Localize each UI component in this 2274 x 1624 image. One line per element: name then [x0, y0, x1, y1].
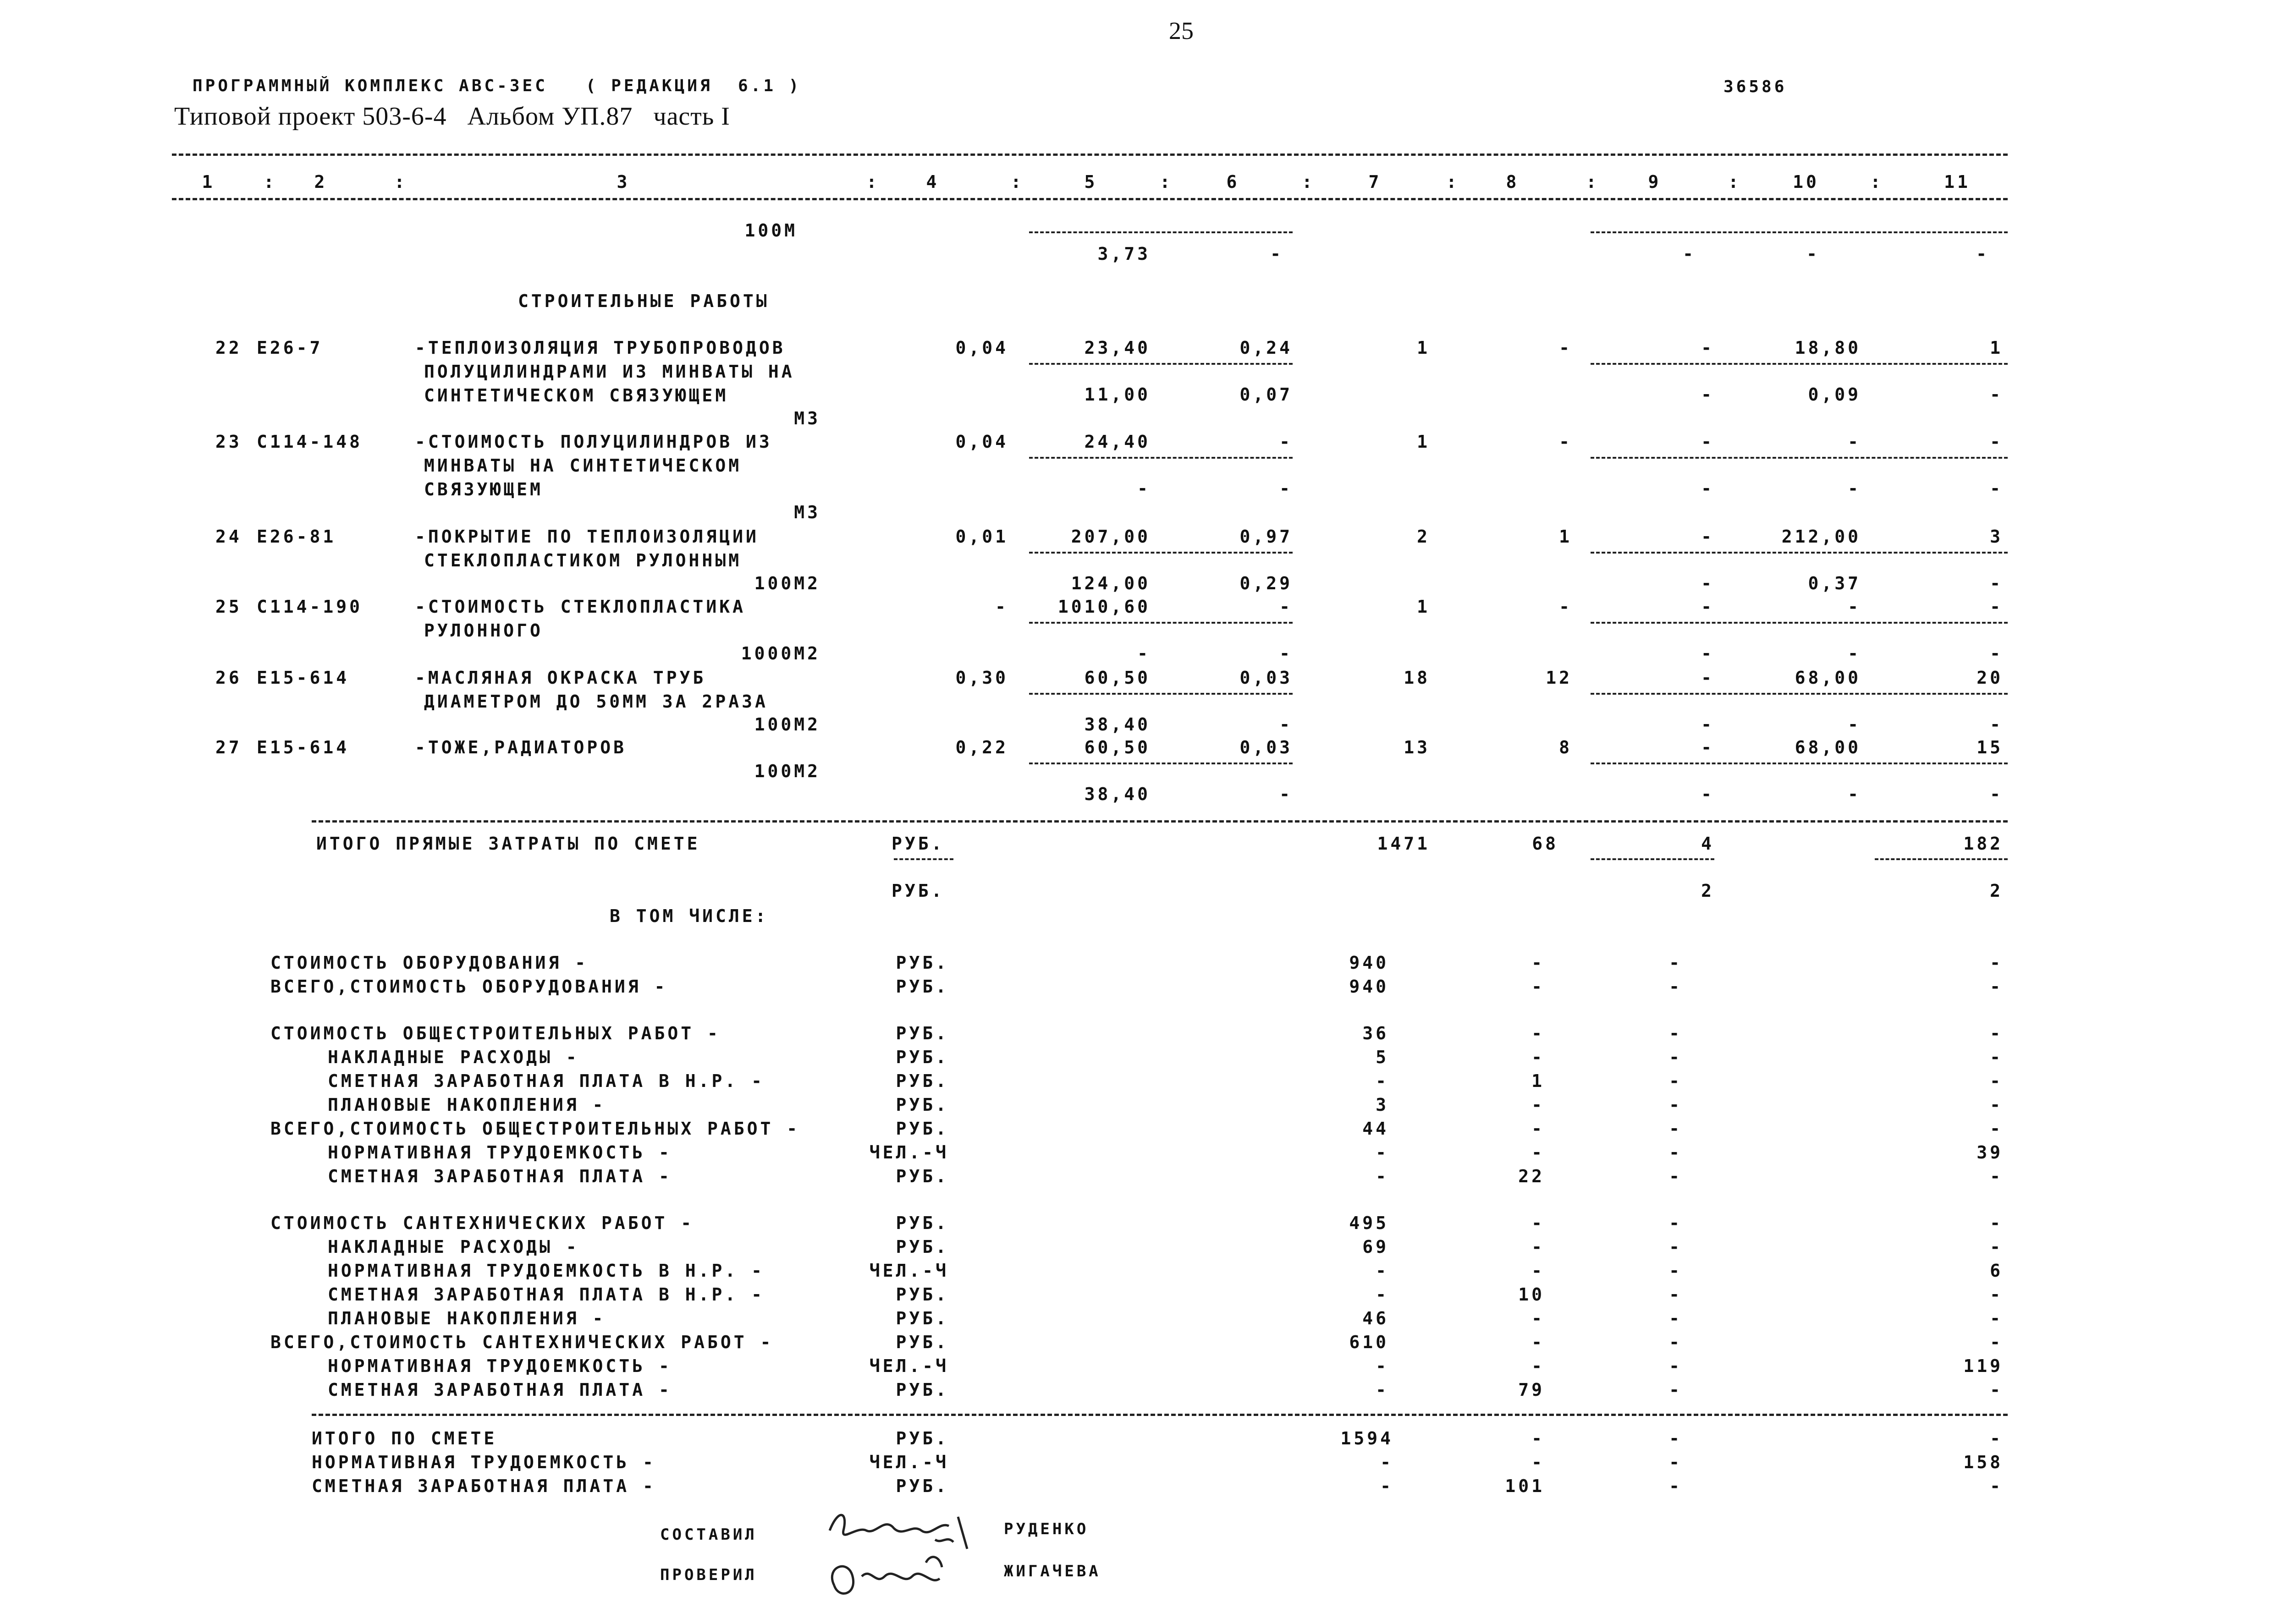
item-description: СВЯЗУЮЩЕМ: [424, 479, 543, 499]
cell-c7: -: [1376, 1380, 1389, 1400]
cell-c11: -: [1990, 478, 2003, 499]
cell-c7: 5: [1376, 1047, 1389, 1067]
cell-c9: -: [1669, 1142, 1682, 1163]
summary-label: НОРМАТИВНАЯ ТРУДОЕМКОСТЬ -: [328, 1142, 672, 1163]
item-number: 26: [215, 668, 242, 688]
cell-c11: 15: [1977, 737, 2003, 757]
cell-c8: -: [1531, 1428, 1545, 1448]
cell-c9: -: [1669, 1023, 1682, 1043]
unit-cell: М3: [794, 502, 820, 522]
cell-c8: -: [1559, 597, 1572, 617]
cell-c11: -: [1990, 1237, 2003, 1257]
cell-c9: -: [1669, 1332, 1682, 1352]
item-description: -СТОИМОСТЬ СТЕКЛОПЛАСТИКА: [415, 597, 746, 617]
cell-c11: -: [1990, 784, 2003, 804]
unit-cell: РУБ.: [896, 1308, 949, 1328]
cell-c7: 18: [1404, 668, 1430, 688]
handwritten-signatures: [820, 1498, 1004, 1608]
column-separator: :: [1728, 172, 1741, 192]
cell-c4: 0,30: [955, 668, 1008, 688]
unit-cell: РУБ.: [896, 1119, 949, 1139]
cell-c8: -: [1531, 1261, 1545, 1281]
cell-c5: 60,50: [1084, 668, 1151, 688]
dashed-rule: [894, 858, 953, 860]
final-label: ИТОГО ПО СМЕТЕ: [312, 1428, 497, 1448]
dashed-rule: [1591, 858, 1714, 860]
cell-c9: 2: [1701, 881, 1714, 901]
cell-c9: -: [1669, 1119, 1682, 1139]
cell-c9: -: [1701, 668, 1714, 688]
item-description: ДИАМЕТРОМ ДО 50ММ ЗА 2РАЗА: [424, 691, 768, 712]
cell-c7: 2: [1417, 527, 1430, 547]
final-label: СМЕТНАЯ ЗАРАБОТНАЯ ПЛАТА -: [312, 1476, 656, 1496]
summary-label: НОРМАТИВНАЯ ТРУДОЕМКОСТЬ -: [328, 1356, 672, 1376]
cell-c8: -: [1531, 1119, 1545, 1139]
cell-c7: 1: [1417, 597, 1430, 617]
unit-cell: ЧЕЛ.-Ч: [869, 1356, 949, 1376]
cell-c7: -: [1376, 1071, 1389, 1091]
cell-c8: -: [1559, 338, 1572, 358]
cell-c11: -: [1990, 977, 2003, 997]
unit-cell: М3: [794, 408, 820, 428]
cell-c7: 1: [1417, 338, 1430, 358]
cell-c11: -: [1990, 1380, 2003, 1400]
cell-c6: -: [1279, 643, 1293, 664]
cell-c7: -: [1376, 1261, 1389, 1281]
dashed-rule: [1029, 693, 1293, 695]
unit-cell: РУБ.: [896, 1237, 949, 1257]
item-description: РУЛОННОГО: [424, 620, 543, 641]
column-separator: :: [264, 172, 277, 192]
cell-c8: -: [1531, 1023, 1545, 1043]
cell-c8: -: [1559, 432, 1572, 452]
unit-cell: 100М2: [754, 761, 820, 781]
cell-c6: 0,03: [1239, 668, 1293, 688]
summary-label: СМЕТНАЯ ЗАРАБОТНАЯ ПЛАТА -: [328, 1166, 672, 1186]
cell-c7: 940: [1349, 977, 1389, 997]
summary-label: ВСЕГО,СТОИМОСТЬ ОБОРУДОВАНИЯ -: [270, 977, 668, 997]
cell-c9: -: [1669, 1380, 1682, 1400]
cell-c5: 24,40: [1084, 432, 1151, 452]
cell-c8: 79: [1518, 1380, 1545, 1400]
item-description: -ТОЖЕ,РАДИАТОРОВ: [415, 737, 627, 757]
cell-c7: 1: [1417, 432, 1430, 452]
unit-cell: РУБ.: [896, 1332, 949, 1352]
column-separator: :: [1586, 172, 1599, 192]
cell-c9: -: [1669, 1047, 1682, 1067]
dashed-rule: [172, 198, 2008, 200]
cell-c6: -: [1279, 432, 1293, 452]
item-number: 24: [215, 527, 242, 547]
cell-c8: -: [1531, 1308, 1545, 1328]
cell-c7: 1471: [1377, 834, 1430, 854]
column-separator: :: [1160, 172, 1173, 192]
dashed-rule: [1029, 552, 1293, 554]
cell-c11: 182: [1963, 834, 2003, 854]
unit-cell: РУБ.: [896, 1095, 949, 1115]
cell-c9: -: [1669, 1071, 1682, 1091]
cell-c11: -: [1990, 1047, 2003, 1067]
cell-c7: 3: [1376, 1095, 1389, 1115]
unit-cell: ЧЕЛ.-Ч: [869, 1142, 949, 1163]
cell-c5: 1010,60: [1057, 597, 1151, 617]
item-code: Е26-7: [257, 338, 323, 358]
cell-c7: -: [1376, 1142, 1389, 1163]
cell-c10: -: [1848, 643, 1861, 664]
unit-cell: РУБ.: [896, 1071, 949, 1091]
cell-c9: -: [1701, 573, 1714, 593]
cell-c8: -: [1531, 1237, 1545, 1257]
summary-label: СМЕТНАЯ ЗАРАБОТНАЯ ПЛАТА -: [328, 1380, 672, 1400]
unit-cell: ЧЕЛ.-Ч: [869, 1261, 949, 1281]
column-header-9: 9: [1648, 172, 1662, 192]
dashed-rule: [1591, 552, 2008, 554]
cell-c5: 11,00: [1084, 384, 1151, 405]
cell-c9: -: [1669, 1213, 1682, 1233]
dashed-rule: [1029, 763, 1293, 764]
cell-c5: 207,00: [1071, 527, 1151, 547]
cell-c11: -: [1990, 1166, 2003, 1186]
cell-c8: -: [1531, 977, 1545, 997]
cell-c9: -: [1669, 1095, 1682, 1115]
cell-c7: -: [1376, 1356, 1389, 1376]
unit-cell: РУБ.: [896, 1047, 949, 1067]
cell-c8: -: [1531, 1356, 1545, 1376]
dashed-rule: [1591, 622, 2008, 624]
checked-by-name: ЖИГАЧЕВА: [1004, 1562, 1101, 1580]
cell-c10: 68,00: [1795, 737, 1861, 757]
unit-cell: ЧЕЛ.-Ч: [869, 1452, 949, 1472]
summary-label: ПЛАНОВЫЕ НАКОПЛЕНИЯ -: [328, 1308, 606, 1328]
item-number: 27: [215, 737, 242, 757]
program-header: ПРОГРАММНЫЙ КОМПЛЕКС АВС-ЗЕС ( РЕДАКЦИЯ 6.1 ): [193, 77, 802, 95]
cell-c8: -: [1531, 1142, 1545, 1163]
cell-c6: 0,07: [1239, 384, 1293, 405]
cell-c10: -: [1848, 597, 1861, 617]
dashed-rule: [312, 820, 2008, 823]
cell-c11: -: [1990, 1308, 2003, 1328]
cell-c9: -: [1701, 338, 1714, 358]
cell-c7: -: [1376, 1166, 1389, 1186]
summary-label: СМЕТНАЯ ЗАРАБОТНАЯ ПЛАТА В Н.Р. -: [328, 1284, 765, 1305]
cell-c8: 22: [1518, 1166, 1545, 1186]
dashed-rule: [1591, 763, 2008, 764]
item-number: 25: [215, 597, 242, 617]
cell-c7: 13: [1404, 737, 1430, 757]
cell-c11: 119: [1963, 1356, 2003, 1376]
cell-c7: 495: [1349, 1213, 1389, 1233]
item-description: ПОЛУЦИЛИНДРАМИ ИЗ МИНВАТЫ НА: [424, 362, 795, 382]
column-header-4: 4: [926, 172, 940, 192]
cell-c9: -: [1669, 1237, 1682, 1257]
cell-c5: -: [1137, 643, 1151, 664]
cell-c8: -: [1531, 1452, 1545, 1472]
cell-c4: -: [995, 597, 1008, 617]
cell-c11: -: [1990, 1095, 2003, 1115]
cell-c9: -: [1701, 527, 1714, 547]
column-separator: :: [394, 172, 407, 192]
unit-cell: РУБ.: [896, 977, 949, 997]
cell-c5: 38,40: [1084, 784, 1151, 804]
unit-cell: РУБ.: [896, 1213, 949, 1233]
cell-c9: -: [1669, 1166, 1682, 1186]
cell-c11: 39: [1977, 1142, 2003, 1163]
cell-c8: -: [1531, 1095, 1545, 1115]
cell-c7: 940: [1349, 953, 1389, 973]
cell-c7: -: [1380, 1452, 1393, 1472]
cell-c6: 0,24: [1239, 338, 1293, 358]
cell-c9: -: [1701, 478, 1714, 499]
cell-c9: 4: [1701, 834, 1714, 854]
cell-c11: -: [1990, 714, 2003, 735]
cell-c8: -: [1531, 1213, 1545, 1233]
cell-c8: -: [1531, 1332, 1545, 1352]
cell-c9: -: [1701, 714, 1714, 735]
column-header-8: 8: [1506, 172, 1520, 192]
cell-c11: -: [1990, 1284, 2003, 1305]
dashed-rule: [1591, 457, 2008, 459]
cell-c5: 124,00: [1071, 573, 1151, 593]
cell-c7: 36: [1362, 1023, 1389, 1043]
doc-number: 36586: [1723, 77, 1787, 96]
cell-c10: 18,80: [1795, 338, 1861, 358]
compiled-by-label: СОСТАВИЛ: [660, 1525, 757, 1544]
column-header-3: 3: [617, 172, 630, 192]
cell-c6: -: [1279, 597, 1293, 617]
cell-c8: -: [1531, 1047, 1545, 1067]
cell-c11: 1: [1990, 338, 2003, 358]
cell-c9: -: [1701, 784, 1714, 804]
column-header-11: 11: [1944, 172, 1971, 192]
section-title: СТРОИТЕЛЬНЫЕ РАБОТЫ: [518, 291, 770, 311]
item-code: Е15-614: [257, 668, 350, 688]
summary-label: ВСЕГО,СТОИМОСТЬ САНТЕХНИЧЕСКИХ РАБОТ -: [270, 1332, 774, 1352]
summary-label: СТОИМОСТЬ САНТЕХНИЧЕСКИХ РАБОТ -: [270, 1213, 694, 1233]
cell-c11: -: [1990, 1119, 2003, 1139]
cell-c11: -: [1990, 953, 2003, 973]
cell-c10: -: [1848, 784, 1861, 804]
cell-c6: 0,97: [1239, 527, 1293, 547]
cell-c4: 0,01: [955, 527, 1008, 547]
cell-c8: -: [1531, 953, 1545, 973]
column-header-1: 1: [202, 172, 215, 192]
cell-c11: -: [1990, 1332, 2003, 1352]
cell-c11: -: [1990, 597, 2003, 617]
summary-label: СМЕТНАЯ ЗАРАБОТНАЯ ПЛАТА В Н.Р. -: [328, 1071, 765, 1091]
cell-c9: -: [1701, 597, 1714, 617]
signature-stroke: [830, 1515, 967, 1549]
item-description: -СТОИМОСТЬ ПОЛУЦИЛИНДРОВ ИЗ: [415, 432, 772, 452]
column-separator: :: [1011, 172, 1024, 192]
column-separator: :: [1302, 172, 1315, 192]
summary-label: ПЛАНОВЫЕ НАКОПЛЕНИЯ -: [328, 1095, 606, 1115]
cell-c8: 10: [1518, 1284, 1545, 1305]
cell-c10: 0,37: [1808, 573, 1861, 593]
cell-c6: -: [1279, 784, 1293, 804]
cell-c5: -: [1137, 478, 1151, 499]
cell-c8: 68: [1532, 834, 1558, 854]
cell-c7: 69: [1362, 1237, 1389, 1257]
unit-cell: 1000М2: [741, 643, 820, 664]
unit-cell: РУБ.: [896, 1284, 949, 1305]
cell-c9: -: [1669, 953, 1682, 973]
dashed-rule: [312, 1414, 2008, 1416]
item-code: С114-148: [257, 432, 363, 452]
cell-c7: -: [1376, 1284, 1389, 1305]
cell-c11: 158: [1963, 1452, 2003, 1472]
cell-c4: 0,22: [955, 737, 1008, 757]
compiled-by-name: РУДЕНКО: [1004, 1520, 1089, 1538]
cell-c11: -: [1990, 1213, 2003, 1233]
item-description: СТЕКЛОПЛАСТИКОМ РУЛОННЫМ: [424, 550, 742, 571]
cell-c11: -: [1990, 1428, 2003, 1448]
cell-c11: -: [1990, 1023, 2003, 1043]
cell-c8: 1: [1559, 527, 1572, 547]
unit-cell: РУБ.: [892, 881, 945, 901]
cell-c7: 44: [1362, 1119, 1389, 1139]
item-description: СИНТЕТИЧЕСКОМ СВЯЗУЮЩЕМ: [424, 385, 729, 406]
cell-c10: -: [1848, 714, 1861, 735]
unit-cell: РУБ.: [896, 953, 949, 973]
cell-c9: -: [1669, 1356, 1682, 1376]
item-code: С114-190: [257, 597, 363, 617]
cell-c6: 0,29: [1239, 573, 1293, 593]
cell-c9: -: [1669, 1452, 1682, 1472]
cell-c11: 20: [1977, 668, 2003, 688]
column-header-2: 2: [314, 172, 328, 192]
item-description: -ТЕПЛОИЗОЛЯЦИЯ ТРУБОПРОВОДОВ: [415, 338, 786, 358]
cell-col9: -: [1683, 244, 1696, 264]
including-label: В ТОМ ЧИСЛЕ:: [610, 906, 769, 926]
cell-c11: -: [1990, 643, 2003, 664]
cell-c5: 60,50: [1084, 737, 1151, 757]
cell-c9: -: [1669, 977, 1682, 997]
cell-c11: -: [1990, 384, 2003, 405]
cell-c10: -: [1848, 478, 1861, 499]
summary-label: НАКЛАДНЫЕ РАСХОДЫ -: [328, 1047, 579, 1067]
cell-c10: 68,00: [1795, 668, 1861, 688]
total-direct-label: ИТОГО ПРЯМЫЕ ЗАТРАТЫ ПО СМЕТЕ: [316, 834, 700, 854]
cell-c7: 1594: [1340, 1428, 1393, 1448]
column-separator: :: [866, 172, 880, 192]
column-header-6: 6: [1226, 172, 1240, 192]
dashed-rule: [172, 154, 2008, 156]
project-title: Типовой проект 503-6-4 Альбом УП.87 часть I: [174, 102, 730, 131]
unit-cell: 100М: [744, 220, 798, 241]
cell-c7: 610: [1349, 1332, 1389, 1352]
cell-c9: -: [1669, 1308, 1682, 1328]
summary-label: НАКЛАДНЫЕ РАСХОДЫ -: [328, 1237, 579, 1257]
cell-c6: 0,03: [1239, 737, 1293, 757]
cell-c8: 8: [1559, 737, 1572, 757]
cell-c7: 46: [1362, 1308, 1389, 1328]
cell-c9: -: [1701, 432, 1714, 452]
final-label: НОРМАТИВНАЯ ТРУДОЕМКОСТЬ -: [312, 1452, 656, 1472]
dashed-rule: [1591, 693, 2008, 695]
cell-c9: -: [1701, 384, 1714, 405]
column-separator: :: [1870, 172, 1883, 192]
summary-label: НОРМАТИВНАЯ ТРУДОЕМКОСТЬ В Н.Р. -: [328, 1261, 765, 1281]
cell-c11: -: [1990, 1476, 2003, 1496]
column-separator: :: [1446, 172, 1459, 192]
column-header-10: 10: [1793, 172, 1819, 192]
item-description: -МАСЛЯНАЯ ОКРАСКА ТРУБ: [415, 668, 706, 688]
unit-cell: РУБ.: [896, 1023, 949, 1043]
unit-cell: 100М2: [754, 573, 820, 593]
item-code: Е26-81: [257, 527, 336, 547]
cell-col10: -: [1806, 244, 1820, 264]
item-number: 22: [215, 338, 242, 358]
item-number: 23: [215, 432, 242, 452]
unit-cell: РУБ.: [896, 1380, 949, 1400]
cell-c5: 38,40: [1084, 714, 1151, 735]
unit-cell: 100М2: [754, 714, 820, 735]
item-description: МИНВАТЫ НА СИНТЕТИЧЕСКОМ: [424, 455, 742, 476]
dashed-rule: [1875, 858, 2008, 860]
dashed-rule: [1029, 231, 1293, 233]
cell-c5: 23,40: [1084, 338, 1151, 358]
cell-c10: -: [1848, 432, 1861, 452]
unit-cell: РУБ.: [896, 1428, 949, 1448]
cell-c11: 6: [1990, 1261, 2003, 1281]
cell-c7: -: [1380, 1476, 1393, 1496]
cell-c8: 1: [1531, 1071, 1545, 1091]
cell-c9: -: [1669, 1261, 1682, 1281]
unit-cell: РУБ.: [892, 834, 945, 854]
cell-c9: -: [1701, 643, 1714, 664]
signature-stroke: [832, 1557, 942, 1594]
cell-c8: 101: [1505, 1476, 1545, 1496]
dashed-rule: [1029, 363, 1293, 365]
dashed-rule: [1029, 457, 1293, 459]
unit-cell: РУБ.: [896, 1166, 949, 1186]
cell-c9: -: [1669, 1284, 1682, 1305]
cell-c11: -: [1990, 432, 2003, 452]
cell-c10: 212,00: [1781, 527, 1861, 547]
cell-col6: -: [1270, 244, 1283, 264]
cell-c9: -: [1669, 1476, 1682, 1496]
summary-label: ВСЕГО,СТОИМОСТЬ ОБЩЕСТРОИТЕЛЬНЫХ РАБОТ -: [270, 1119, 800, 1139]
cell-c4: 0,04: [955, 432, 1008, 452]
dashed-rule: [1591, 363, 2008, 365]
summary-label: СТОИМОСТЬ ОБОРУДОВАНИЯ -: [270, 953, 589, 973]
cell-c9: -: [1669, 1428, 1682, 1448]
cell-c8: 12: [1546, 668, 1572, 688]
item-code: Е15-614: [257, 737, 350, 757]
column-header-5: 5: [1084, 172, 1098, 192]
cell-c9: -: [1701, 737, 1714, 757]
cell-c11: -: [1990, 1071, 2003, 1091]
dashed-rule: [1029, 622, 1293, 624]
cell-c10: 0,09: [1808, 384, 1861, 405]
cell-c6: -: [1279, 714, 1293, 735]
cell-c6: -: [1279, 478, 1293, 499]
cell-col5: 3,73: [1097, 244, 1151, 264]
cell-c11: -: [1990, 573, 2003, 593]
cell-c11: 2: [1990, 881, 2003, 901]
checked-by-label: ПРОВЕРИЛ: [660, 1566, 757, 1584]
cell-c4: 0,04: [955, 338, 1008, 358]
item-description: -ПОКРЫТИЕ ПО ТЕПЛОИЗОЛЯЦИИ: [415, 527, 759, 547]
dashed-rule: [1591, 231, 2008, 233]
column-header-7: 7: [1368, 172, 1382, 192]
cell-col11: -: [1976, 244, 1989, 264]
cell-c11: 3: [1990, 527, 2003, 547]
unit-cell: РУБ.: [896, 1476, 949, 1496]
page-number: 25: [1169, 17, 1194, 44]
summary-label: СТОИМОСТЬ ОБЩЕСТРОИТЕЛЬНЫХ РАБОТ -: [270, 1023, 721, 1043]
